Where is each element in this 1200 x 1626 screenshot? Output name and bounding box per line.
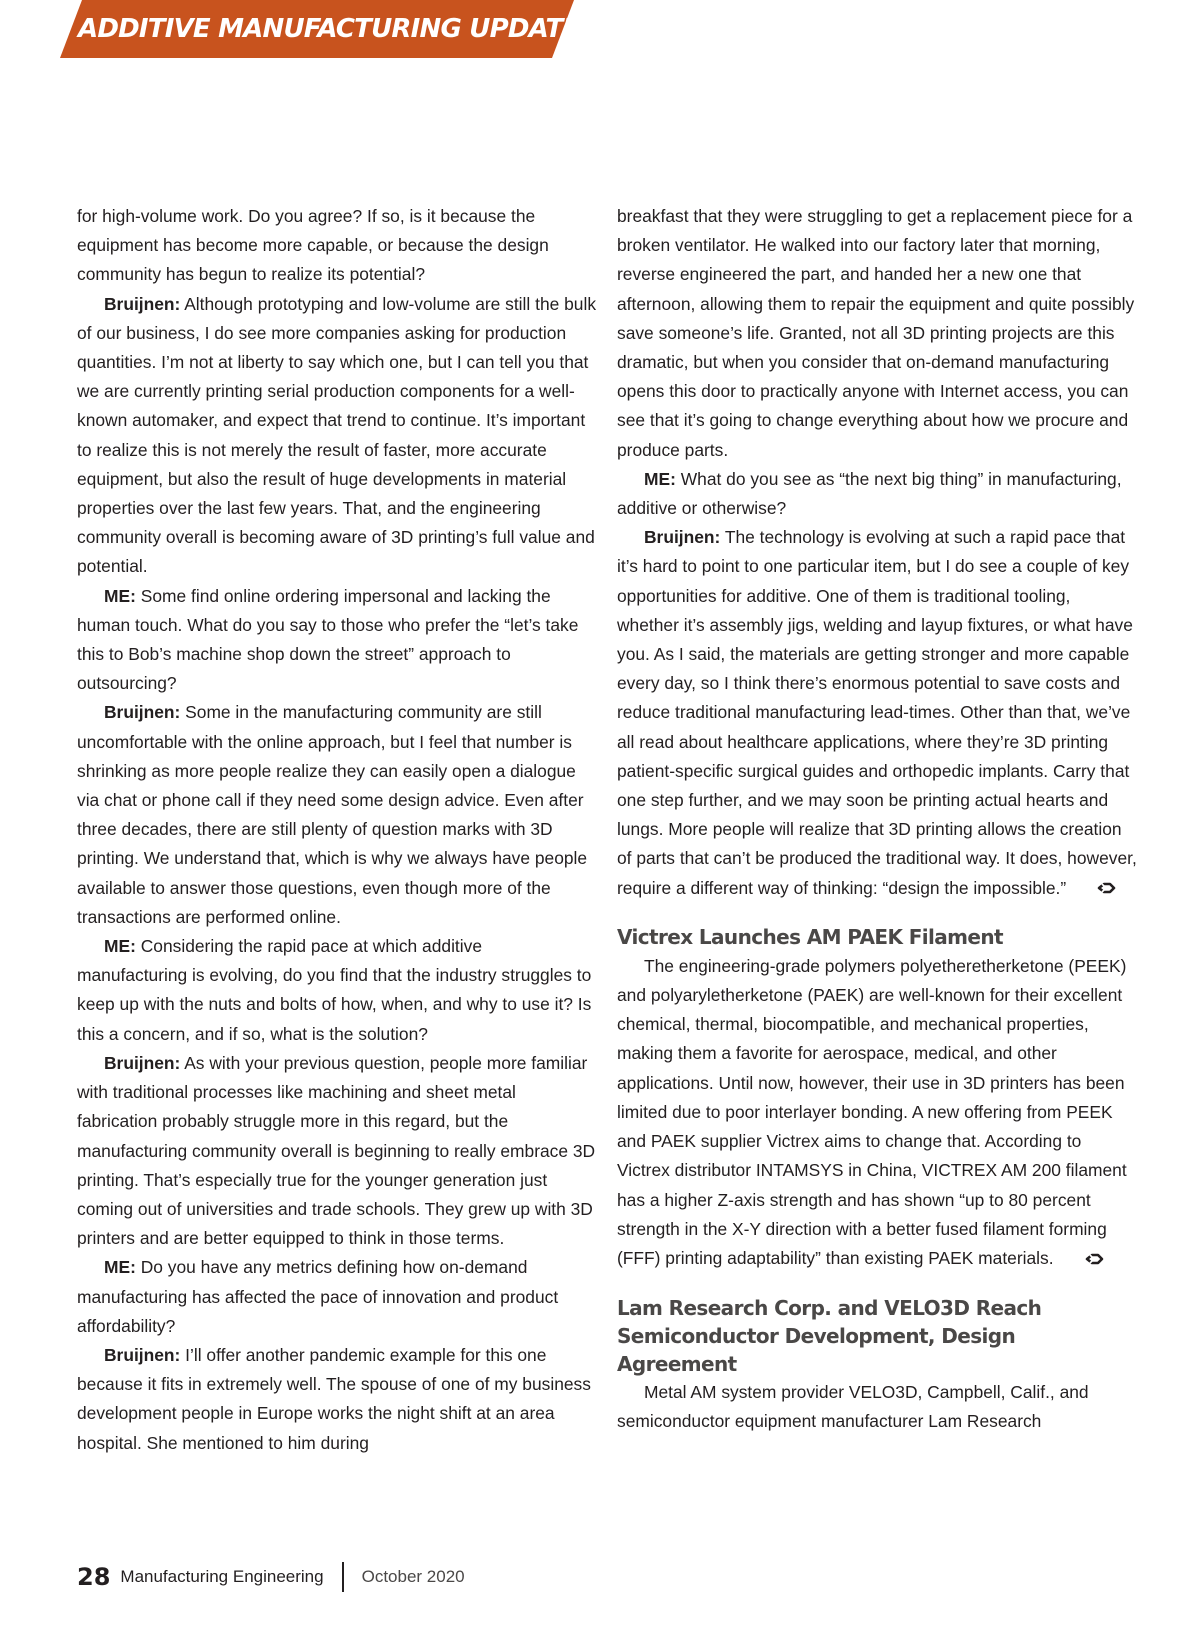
paragraph bbox=[77, 1341, 597, 1458]
paragraph: breakfast that they were struggling to get a replacement piece for a broken ventilator. He walked into our factory later that morning, reverse engineered the part, and handed her a new one that afternoon, allowing them to repair the equipment and quite possibly save someone’s life. Granted, not all 3D printing projects are this dramatic, but when you consider that on-demand manufacturing opens this door to practically anyone with Internet access, you can see that it’s going to change everything about how we procure and produce parts. bbox=[617, 206, 1135, 460]
page-number: 28 bbox=[77, 1563, 111, 1591]
paragraph bbox=[77, 1253, 597, 1341]
paragraph-text: As with your previous question, people more familiar with traditional processes like machining and sheet metal fabrication probably struggle more in this regard, but the manufacturing community overall is beginning to really embrace 3D printing. That’s especially true for the younger generation just coming out of universities and trade schools. They grew up with 3D printers and are better equipped to think in those terms. bbox=[77, 1052, 596, 1249]
paragraph-text: What do you see as “the next big thing” in manufacturing, additive or otherwise? bbox=[617, 468, 1122, 519]
speaker-label: ME: bbox=[644, 468, 676, 489]
paragraph bbox=[77, 582, 597, 699]
left-column bbox=[77, 202, 597, 1458]
speaker-label: Bruijnen: bbox=[104, 702, 181, 723]
publication-name: Manufacturing Engineering bbox=[120, 1567, 324, 1586]
paragraph: for high-volume work. Do you agree? If so, is it because the equipment has become more capable, or because the design community has begun to realize its potential? bbox=[77, 206, 549, 285]
paragraph-text: Some in the manufacturing community are still uncomfortable with the online approach, but I feel that number is shrinking as more people realize they can easily open a dialogue via chat or phone call if they need some design advice. Even after three decades, there are still plenty of question marks with 3D printing. We understand that, which is why we always have people available to answer those questions, even though more of the transactions are performed online. bbox=[77, 702, 588, 927]
end-of-article-icon bbox=[1070, 874, 1117, 903]
paragraph bbox=[77, 932, 597, 1049]
section-heading: Victrex Launches AM PAEK Filament bbox=[617, 924, 1003, 949]
speaker-label: ME: bbox=[104, 1257, 136, 1278]
paragraph-text: I’ll offer another pandemic example for this one because it fits in extremely well. The spouse of one of my business development people in Europe works the night shift at an area hospital. She mentioned to him during bbox=[77, 1344, 591, 1453]
speaker-label: ME: bbox=[104, 936, 136, 957]
paragraph bbox=[617, 952, 1137, 1274]
paragraph bbox=[77, 698, 597, 932]
speaker-label: ME: bbox=[104, 585, 136, 606]
paragraph-text: Considering the rapid pace at which additive manufacturing is evolving, do you find that the industry struggles to keep up with the nuts and bolts of how, when, and why to use it? Is this a concern, and if so, what is the solution? bbox=[77, 936, 592, 1044]
paragraph bbox=[77, 1049, 597, 1253]
paragraph: Metal AM system provider VELO3D, Campbell, Calif., and semiconductor equipment manufacturer Lam Research bbox=[617, 1381, 1089, 1432]
footer-divider bbox=[342, 1562, 344, 1592]
speaker-label: Bruijnen: bbox=[104, 1052, 181, 1073]
paragraph bbox=[77, 290, 597, 582]
right-column bbox=[617, 202, 1137, 1436]
speaker-label: Bruijnen: bbox=[644, 527, 721, 548]
paragraph-text: The engineering-grade polymers polyetheretherketone (PEEK) and polyaryletherketone (PAEK) are well-known for their excellent chemical, thermal, biocompatible, and mechanical properties, making them a favorite for aerospace, medical, and other applications. Until now, however, their use in 3D printers has been limited due to poor interlayer bonding. A new offering from PEEK and PAEK supplier Victrex aims to change that. According to Victrex distributor INTAMSYS in China, VICTREX AM 200 filament has a higher Z-axis strength and has shown “up to 80 percent strength in the X-Y direction with a better fused filament forming (FFF) printing adaptability” than existing PAEK materials. bbox=[617, 955, 1127, 1268]
end-of-article-icon bbox=[1058, 1245, 1105, 1274]
section-banner-title: ADDITIVE MANUFACTURING UPDATE bbox=[78, 14, 580, 44]
paragraph bbox=[617, 523, 1137, 903]
speaker-label: Bruijnen: bbox=[104, 293, 181, 314]
paragraph bbox=[617, 465, 1137, 523]
paragraph-text: Do you have any metrics defining how on-demand manufacturing has affected the pace of innovation and product affordability? bbox=[77, 1257, 559, 1336]
paragraph-text: The technology is evolving at such a rapid pace that it’s hard to point to one particular item, but I do see a couple of key opportunities for additive. One of them is traditional tooling, whether it’s assembly jigs, welding and layup fixtures, or what have you. As I said, the materials are getting stronger and more capable every day, so I think there’s enormous potential to save costs and reduce traditional manufacturing lead-times. Other than that, we’ve all read about healthcare applications, where they’re 3D printing patient-specific surgical guides and orthopedic implants. Carry that one step further, and we may soon be printing actual hearts and lungs. More people will realize that 3D printing allows the creation of parts that can’t be produced the traditional way. It does, however, require a different way of thinking: “design the impossible.” bbox=[617, 527, 1137, 898]
speaker-label: Bruijnen: bbox=[104, 1344, 181, 1365]
issue-date: October 2020 bbox=[361, 1567, 465, 1586]
paragraph-text: Although prototyping and low-volume are still the bulk of our business, I do see more companies asking for production quantities. I’m not at liberty to say which one, but I can tell you that we are currently printing serial production components for a well-known automaker, and expect that trend to continue. It’s important to realize this is not merely the result of faster, more accurate equipment, but also the result of huge developments in material properties over the last few years. That, and the engineering community overall is becoming aware of 3D printing’s full value and potential. bbox=[77, 293, 597, 577]
page-footer bbox=[77, 1560, 465, 1594]
section-heading: Lam Research Corp. and VELO3D Reach Semiconductor Development, Design Agreement bbox=[617, 1295, 1042, 1376]
paragraph-text: Some find online ordering impersonal and lacking the human touch. What do you say to those who prefer the “let’s take this to Bob’s machine shop down the street” approach to outsourcing? bbox=[77, 585, 579, 694]
